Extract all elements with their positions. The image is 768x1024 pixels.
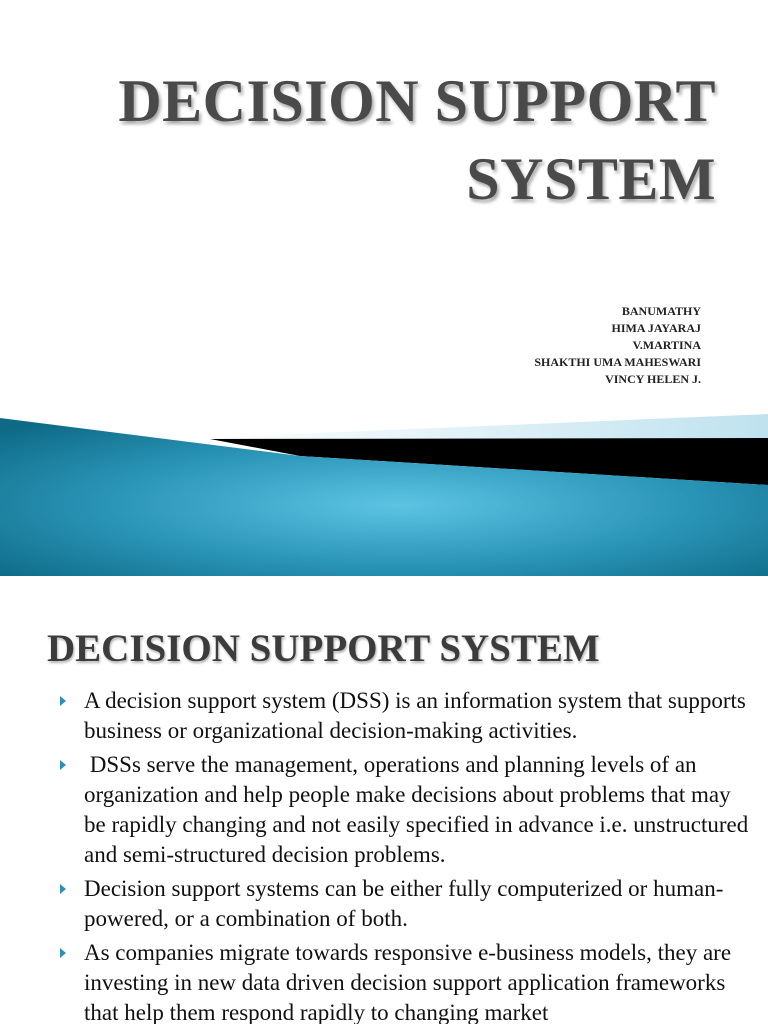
author-list: [534, 303, 701, 388]
triangle-right-icon: [60, 760, 66, 770]
banner-pale-stripe: [200, 414, 768, 440]
author-name: HIMA JAYARAJ: [611, 321, 701, 335]
bullet-list: [58, 686, 758, 1024]
triangle-right-icon: [60, 884, 66, 894]
slide-title-line-2: SYSTEM: [466, 146, 716, 212]
list-item: [58, 686, 758, 746]
bullet-text: DSSs serve the management, operations and planning levels of an organization and help people make decisions about problems that may be rapidly changing and not easily specified in advance i.e. unstructured and semi-structured decision problems.: [84, 752, 754, 867]
slide-title: [16, 62, 716, 218]
list-item: [58, 874, 758, 934]
author-name: V.MARTINA: [632, 338, 701, 352]
bullet-text: A decision support system (DSS) is an information system that supports business or organizational decision-making activities.: [84, 688, 746, 743]
bullet-text: As companies migrate towards responsive e-business models, they are investing in new data driven decision support application frameworks that help them respond rapidly to changing market: [84, 940, 732, 1024]
triangle-right-icon: [60, 948, 66, 958]
list-item: [58, 938, 758, 1024]
author-name: VINCY HELEN J.: [605, 372, 701, 386]
author-name: SHAKTHI UMA MAHESWARI: [534, 355, 701, 369]
list-item: [58, 750, 758, 870]
bullet-text: Decision support systems can be either fully computerized or human-powered, or a combination of both.: [84, 876, 724, 931]
slide-title-line-1: DECISION SUPPORT: [118, 68, 716, 134]
content-slide-title: DECISION SUPPORT SYSTEM: [47, 627, 600, 670]
author-name: BANUMATHY: [621, 304, 701, 318]
decorative-banner: [0, 410, 768, 576]
content-slide: [0, 576, 768, 1024]
triangle-right-icon: [60, 696, 66, 706]
